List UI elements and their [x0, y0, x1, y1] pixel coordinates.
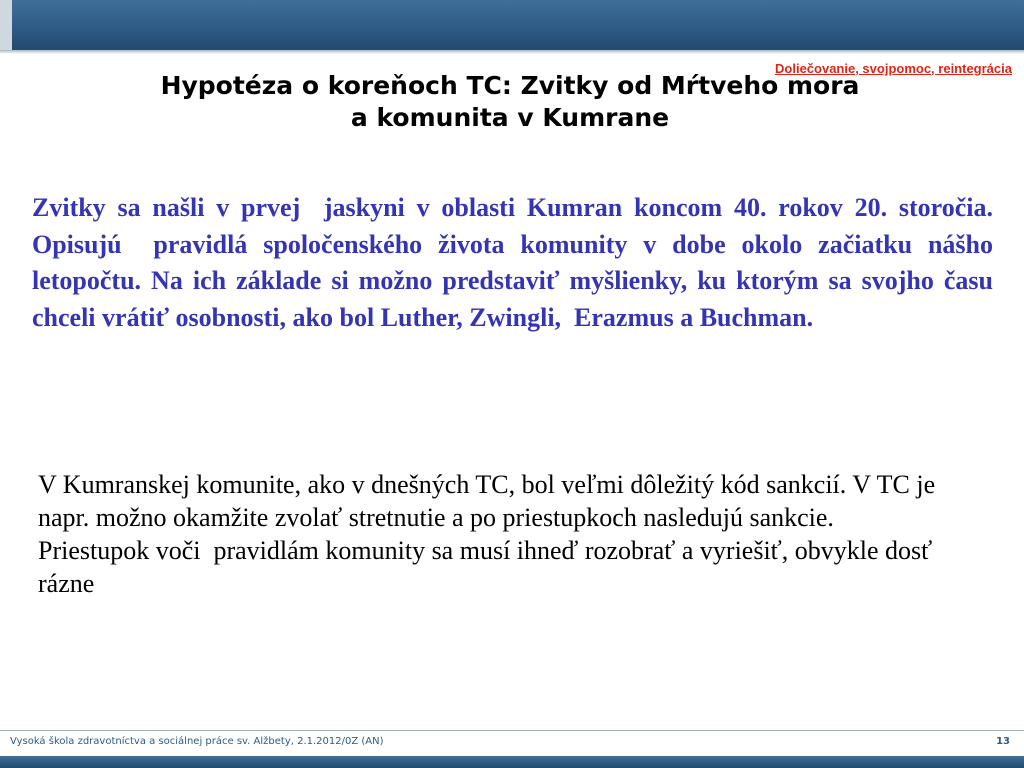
footer-divider: [0, 730, 1024, 731]
header-bar-left-edge: [0, 0, 12, 50]
bottom-footer-bar: [0, 756, 1024, 768]
header-bar-shadow: [0, 50, 1024, 54]
page-number: 13: [996, 736, 1010, 747]
paragraph-dead-sea-scrolls: Zvitky sa našli v prvej jaskyni v oblasti Kumran koncom 40. rokov 20. storočia. Opisujú pravidlá spoločenského života komunity v dobe okolo začiatku nášho letopočtu. Na ich základe si možno predstaviť myšlienky, ku ktorým sa svojho času chceli vrátiť osobnosti, ako bol Luther, Zwingli, Erazmus a Buchman.: [32, 193, 1000, 332]
header-tag-line: Doliečovanie, svojpomoc, reintegrácia: [775, 61, 1012, 76]
footer-text: Vysoká škola zdravotníctva a sociálnej práce sv. Alžbety, 2.1.2012/0Z (AN): [10, 736, 384, 747]
slide-title: [60, 70, 960, 134]
slide-title-line-1: Hypotéza o koreňoch TC: Zvitky od Mŕtveho mora: [160, 71, 860, 100]
slide-title-line-2: a komunita v Kumrane: [350, 103, 670, 132]
paragraph-kumran-community: V Kumranskej komunite, ako v dnešných TC, bol veľmi dôležitý kód sankcií. V TC je napr. možno okamžite zvolať stretnutie a po priestupkoch nasledujú sankcie. Priestupok voči pravidlám komunity sa musí ihneď rozobrať a vyriešiť, obvykle dosť rázne: [38, 470, 942, 598]
top-header-bar: [0, 0, 1024, 50]
